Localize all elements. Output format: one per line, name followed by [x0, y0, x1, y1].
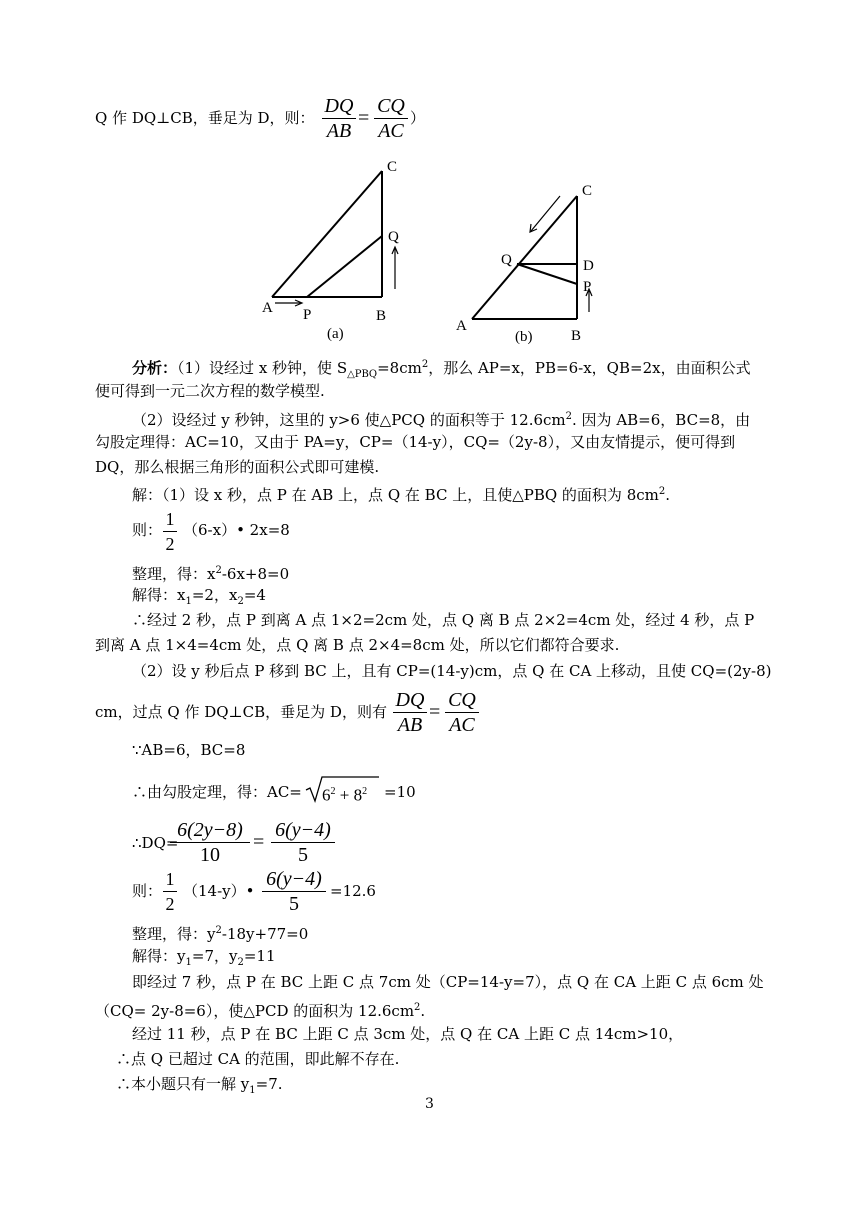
solve-line-1: 解得：$x_1=2$，$x_2=4$	[132, 586, 266, 607]
label-q: Q	[388, 229, 399, 245]
label-b: B	[376, 308, 387, 324]
conclusion-4: ∴点 Q 已超过 CA 的范围，即此解不存在.	[116, 1050, 400, 1068]
dq-label: ∴DQ=	[132, 834, 179, 852]
label-c: C	[387, 159, 398, 175]
conclusion-1a: ∴经过 2 秒，点 P 到离 A 点 1×2=2cm 处，点 Q 离 B 点 2×2=4cm 处，经过 4 秒，点 P	[132, 611, 755, 629]
text-line: ）	[410, 109, 426, 127]
because-line: ∵AB=6，BC=8	[132, 741, 246, 759]
caption-a: (a)	[327, 326, 344, 342]
equals-sign: =	[253, 831, 265, 853]
analysis-line-4: 勾股定理得：AC=10，又由于 PA=y，CP=（14-y），CQ=（2y-8），又由友情提示，便可得到	[95, 433, 736, 451]
solution-line-2a: （2）设 y 秒后点 P 移到 BC 上，且有 CP=(14-y)cm，点 Q 在 CA 上移动，且使 CQ=(2y-8)	[132, 662, 772, 680]
conclusion-2a: 即经过 7 秒，点 P 在 BC 上距 C 点 7cm 处（CP=14-y=7），点 Q 在 CA 上距 C 点 6cm 处	[132, 973, 764, 991]
fraction-dq-2: 6(y−4) 5	[271, 818, 335, 867]
solve-line-2: 解得：$y_1=7$，$y_2=11$	[132, 947, 276, 968]
tidy-line-2: 整理，得：$y^2-18y+77=0$	[132, 925, 309, 943]
figure-b	[450, 178, 620, 348]
conclusion-5: ∴本小题只有一解 $y_1=7$.	[116, 1075, 283, 1096]
fraction-half-2: 1 2	[163, 867, 177, 916]
conclusion-2b: （CQ= 2y-8=6），使△PCD 的面积为 $12.6cm^2$.	[95, 1002, 426, 1020]
label-a: A	[262, 300, 273, 316]
label-c: C	[582, 183, 593, 199]
equals-sign: =	[358, 107, 370, 129]
analysis-line-3: （2）设经过 y 秒钟，这里的 y>6 使△PCQ 的面积等于 $12.6cm^2$. 因为 AB=6，BC=8，由	[132, 411, 751, 429]
label-q: Q	[501, 252, 512, 268]
pythagoras-result: =10	[384, 783, 416, 801]
then-label: 则：	[132, 521, 163, 539]
then-label-2: 则：	[132, 882, 163, 900]
fraction-dq-1: 6(2y−8) 10	[170, 818, 250, 867]
analysis-line-1: 分析：（1）设经过 x 秒钟，使 $S_{\triangle PBQ}=8cm^2$，那么 AP=x，PB=6-x，QB=2x，由面积公式	[132, 359, 751, 380]
tidy-line-1: 整理，得：$x^2-6x+8=0$	[132, 565, 290, 583]
label-a: A	[456, 318, 467, 334]
page-number: 3	[425, 1096, 434, 1112]
expression-2-end: =12.6	[330, 882, 376, 900]
label-p: P	[303, 307, 312, 323]
analysis-label: 分析：	[132, 359, 178, 377]
fraction-dq-ab: DQ AB	[322, 94, 356, 143]
solution-line-1: 解：（1）设 x 秒，点 P 在 AB 上，点 Q 在 BC 上，且使△PBQ 的面积为 $8cm^2$.	[132, 486, 671, 504]
analysis-line-5: DQ，那么根据三角形的面积公式即可建模.	[95, 458, 380, 476]
figure-a	[255, 150, 425, 345]
fraction-area: 6(y−4) 5	[262, 867, 326, 916]
solution-line-2b: cm，过点 Q 作 DQ⊥CB，垂足为 D，则有	[95, 703, 387, 721]
fraction-dq-ab-2: DQ AB	[393, 688, 427, 737]
label-b: B	[571, 328, 582, 344]
label-p: P	[583, 279, 592, 295]
pythagoras-line: ∴由勾股定理，得：AC=	[132, 783, 302, 801]
equals-sign: =	[429, 701, 441, 723]
fraction-half: 1 2	[163, 507, 177, 556]
fraction-cq-ac: CQ AC	[374, 94, 408, 143]
analysis-line-2: 便可得到一元二次方程的数学模型.	[95, 382, 325, 400]
conclusion-1b: 到离 A 点 1×4=4cm 处，点 Q 离 B 点 2×4=8cm 处，所以它们都符合要求.	[95, 636, 620, 654]
fraction-cq-ac-2: CQ AC	[445, 688, 479, 737]
text-line: Q 作 DQ⊥CB，垂足为 D，则：	[95, 109, 315, 127]
label-d: D	[583, 258, 594, 274]
expression-1: （6-x）• 2x=8	[183, 521, 290, 539]
caption-b: (b)	[515, 329, 533, 345]
expression-2: （14-y）•	[183, 882, 255, 900]
conclusion-3: 经过 11 秒，点 P 在 BC 上距 C 点 3cm 处，点 Q 在 CA 上距 C 点 14cm>10，	[132, 1025, 684, 1043]
radicand: $6^2 + 8^2$	[322, 785, 368, 805]
